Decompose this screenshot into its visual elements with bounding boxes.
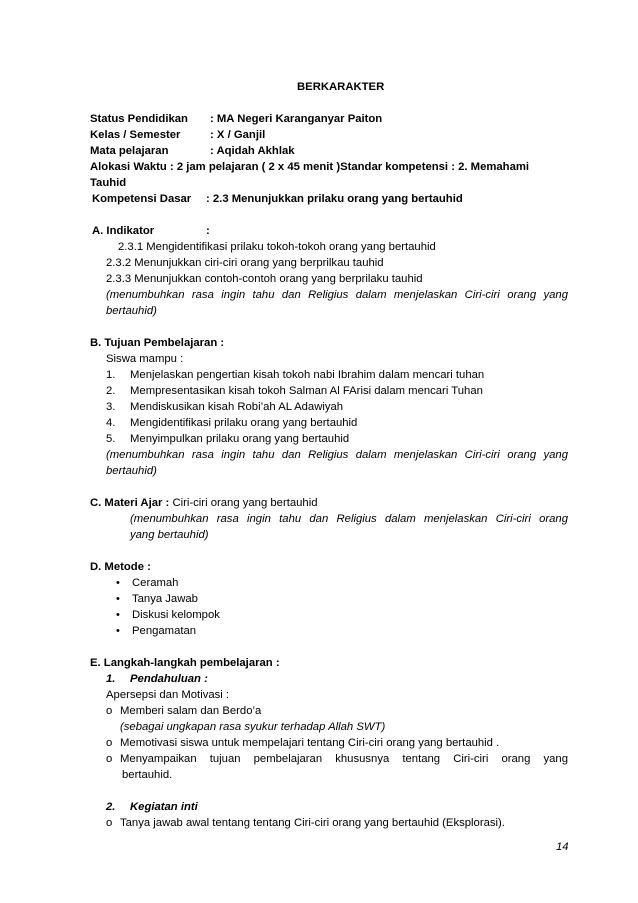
inti-item: Tanya jawab awal tentang tentang Ciri-ciri orang yang bertauhid (Eksplorasi). <box>120 817 505 829</box>
mapel-value: : Aqidah Akhlak <box>210 145 295 157</box>
tujuan-intro: Siswa mampu : <box>106 353 184 365</box>
tujuan-note-cont: bertauhid) <box>106 465 157 477</box>
tujuan-item: Menjelaskan pengertian kisah tokoh nabi Ibrahim dalam mencari tuhan <box>130 369 485 381</box>
materi-note: (menumbuhkan rasa ingin tahu dan Religius dalam menjelaskan Ciri-ciri orang <box>130 513 568 525</box>
alokasi-cont: Tauhid <box>90 177 127 189</box>
metode-item: Pengamatan <box>132 625 197 637</box>
langkah-item-cont: bertauhid. <box>122 769 173 781</box>
indikator-item: 2.3.2 Menunjukkan ciri-ciri orang yang berprilkau tauhid <box>106 257 384 269</box>
circle-bullet-icon: o <box>106 737 113 749</box>
materi-heading: C. Materi Ajar : <box>90 497 170 509</box>
materi-value: Ciri-ciri orang yang bertauhid <box>169 497 318 509</box>
mapel-label: Mata pelajaran <box>90 145 169 157</box>
bullet-icon: • <box>116 609 120 621</box>
langkah-heading: E. Langkah-langkah pembelajaran : <box>90 657 280 669</box>
metode-item: Tanya Jawab <box>132 593 198 605</box>
kelas-label: Kelas / Semester <box>90 129 181 141</box>
metode-item: Diskusi kelompok <box>132 609 220 621</box>
bullet-icon: • <box>116 593 120 605</box>
bullet-icon: • <box>116 577 120 589</box>
materi-line <box>90 496 318 510</box>
metode-item: Ceramah <box>132 577 179 589</box>
circle-bullet-icon: o <box>106 705 113 717</box>
circle-bullet-icon: o <box>106 817 113 829</box>
materi-note-cont: yang bertauhid) <box>130 529 209 541</box>
pendahuluan-label: Pendahuluan : <box>130 673 208 685</box>
bullet-icon: • <box>116 625 120 637</box>
indikator-item: 2.3.3 Menunjukkan contoh-contoh orang yang berprilaku tauhid <box>106 273 423 285</box>
tujuan-num: 4. <box>106 417 116 429</box>
pendahuluan-num: 1. <box>106 673 116 685</box>
apersepsi: Apersepsi dan Motivasi : <box>106 689 230 701</box>
indikator-item: 2.3.1 Mengidentifikasi prilaku tokoh-tokoh orang yang bertauhid <box>118 241 436 253</box>
tujuan-item: Mempresentasikan kisah tokoh Salman Al FArisi dalam mencari Tuhan <box>130 385 483 397</box>
alokasi-line: Alokasi Waktu : 2 jam pelajaran ( 2 x 45 menit )Standar kompetensi : 2. Memahami <box>90 161 530 173</box>
indikator-note-cont: bertauhid) <box>106 305 157 317</box>
langkah-item: Menyampaikan tujuan pembelajaran khususnya tentang Ciri-ciri orang yang <box>120 753 568 765</box>
tujuan-item: Mendiskusikan kisah Robi’ah AL Adawiyah <box>130 401 344 413</box>
kd-label: Kompetensi Dasar <box>92 193 192 205</box>
tujuan-note: (menumbuhkan rasa ingin tahu dan Religius dalam menjelaskan Ciri-ciri orang yang <box>106 449 568 461</box>
tujuan-num: 3. <box>106 401 116 413</box>
circle-bullet-icon: o <box>106 753 113 765</box>
kd-value: : 2.3 Menunjukkan prilaku orang yang bertauhid <box>206 193 463 205</box>
tujuan-num: 5. <box>106 433 116 445</box>
tujuan-item: Menyimpulkan prilaku orang yang bertauhid <box>130 433 350 445</box>
status-value: : MA Negeri Karanganyar Paiton <box>210 113 383 125</box>
page-number: 14 <box>556 841 569 853</box>
indikator-heading: A. Indikator <box>92 225 155 237</box>
metode-heading: D. Metode : <box>90 561 151 573</box>
langkah-item: Memotivasi siswa untuk mempelajari tentang Ciri-ciri orang yang bertauhid . <box>120 737 500 749</box>
inti-num: 2. <box>106 801 116 813</box>
inti-label: Kegiatan inti <box>130 801 198 813</box>
langkah-item-note: (sebagai ungkapan rasa syukur terhadap Allah SWT) <box>120 721 386 733</box>
tujuan-num: 2. <box>106 385 116 397</box>
kelas-value: : X / Ganjil <box>210 129 266 141</box>
indikator-colon: : <box>206 225 210 237</box>
langkah-item: Memberi salam dan Berdo’a <box>120 705 262 717</box>
tujuan-heading: B. Tujuan Pembelajaran : <box>90 337 225 349</box>
tujuan-num: 1. <box>106 369 116 381</box>
tujuan-item: Mengidentifikasi prilaku orang yang bertauhid <box>130 417 358 429</box>
status-label: Status Pendidikan <box>90 113 188 125</box>
page-title: BERKARAKTER <box>297 81 385 93</box>
indikator-note: (menumbuhkan rasa ingin tahu dan Religius dalam menjelaskan Ciri-ciri orang yang <box>106 289 568 301</box>
